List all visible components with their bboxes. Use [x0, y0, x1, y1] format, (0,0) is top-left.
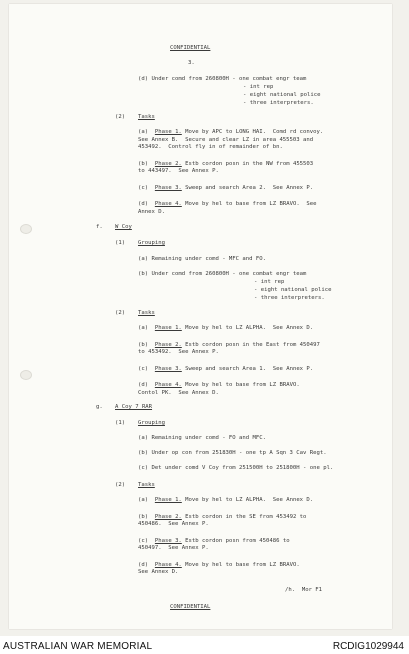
phase-label: Phase 4.: [154, 561, 182, 568]
under-comd-line: (d) Under comd from 260800H - one combat engr team: [138, 76, 307, 82]
grouping-item: (a) Remaining under comd - MFC and FO.: [138, 256, 266, 262]
section-number: (1): [115, 420, 126, 426]
archive-footer: [0, 636, 409, 654]
phase-text: Estb cordon posn in the NW from 455503: [181, 160, 314, 167]
section-heading: Grouping: [138, 420, 165, 426]
phase-text: Estb cordon posn in the East from 450497: [181, 341, 320, 348]
phase-text: Move by hel to base from LZ BRAVO. See: [181, 201, 317, 207]
section-number: (2): [115, 310, 126, 316]
item-prefix: (a): [138, 325, 149, 331]
item-prefix: (c): [138, 537, 149, 544]
attachment-item: - eight national police: [254, 287, 332, 293]
task-continuation: to 443497. See Annex P.: [138, 168, 219, 174]
phase-text: Move by hel to base from LZ BRAVO.: [181, 382, 300, 388]
task-item: [138, 538, 290, 545]
section-number: (2): [115, 114, 126, 120]
section-heading: Tasks: [138, 482, 155, 488]
phase-label: Phase 3.: [154, 537, 182, 544]
archive-record-id: RCDIG1029944: [332, 641, 404, 652]
item-prefix: (c): [138, 365, 149, 372]
task-item: [138, 562, 300, 569]
item-prefix: (b): [138, 341, 149, 348]
grouping-item: (b) Under op con from 251830H - one tp A Sqn 3 Cav Regt.: [138, 450, 327, 456]
task-continuation: 453492. Control fly in of remainder of bn.: [138, 144, 283, 150]
attachment-item: - int rep: [254, 279, 285, 285]
grouping-item: (b) Under comd from 260800H - one combat engr team: [138, 271, 307, 277]
task-continuation: to 453492. See Annex P.: [138, 349, 219, 355]
phase-label: Phase 4.: [154, 382, 182, 388]
document-page: [9, 4, 392, 629]
phase-text: Move by hel to LZ ALPHA. See Annex D.: [181, 497, 314, 503]
para-title: A Coy 7 RAR: [115, 404, 153, 410]
para-letter: g.: [96, 404, 103, 410]
phase-label: Phase 2.: [154, 513, 182, 520]
phase-label: Phase 1.: [154, 497, 182, 503]
task-item: [138, 161, 313, 168]
task-item: [138, 382, 300, 389]
phase-label: Phase 2.: [154, 341, 182, 348]
task-item: [138, 497, 313, 504]
punch-hole-top: [20, 224, 32, 234]
classification-footer: CONFIDENTIAL: [170, 604, 211, 610]
attachment-item: - eight national police: [243, 92, 321, 98]
item-prefix: (d): [138, 561, 149, 568]
task-item: [138, 201, 317, 208]
task-item: [138, 366, 313, 373]
item-prefix: (b): [138, 160, 149, 167]
archive-name: AUSTRALIAN WAR MEMORIAL: [3, 641, 153, 652]
grouping-item: (a) Remaining under comd - FO and MFC.: [138, 435, 266, 441]
item-prefix: (d): [138, 201, 149, 207]
phase-label: Phase 4.: [154, 201, 182, 207]
punch-hole-bottom: [20, 370, 32, 380]
attachment-item: - three interpreters.: [254, 295, 325, 301]
attachment-item: - three interpreters.: [243, 100, 314, 106]
section-heading: Tasks: [138, 114, 155, 120]
author-initials: /h. Mor F1: [285, 587, 323, 593]
task-item: [138, 185, 313, 192]
task-continuation: 450486. See Annex P.: [138, 521, 209, 527]
phase-text: Estb cordon in the SE from 453492 to: [181, 513, 307, 520]
task-continuation: Annex D.: [138, 208, 165, 215]
task-item: [138, 325, 313, 332]
section-heading: Tasks: [138, 310, 155, 316]
phase-text: Estb cordon posn from 450486 to: [181, 537, 290, 544]
section-number: (2): [115, 482, 126, 488]
item-prefix: (b): [138, 513, 149, 520]
classification-header: CONFIDENTIAL: [170, 45, 211, 51]
task-continuation: 450497. See Annex P.: [138, 545, 209, 551]
item-prefix: (d): [138, 382, 149, 388]
section-heading: Grouping: [138, 240, 165, 246]
task-continuation: Contol PK. See Annex D.: [138, 389, 219, 396]
para-letter: f.: [96, 224, 103, 230]
grouping-item: (c) Det under comd V Coy from 251500H to 251800H - one pl.: [138, 465, 334, 471]
phase-text: Move by APC to LONG HAI. Comd rd convoy.: [181, 129, 324, 135]
phase-text: Move by hel to LZ ALPHA. See Annex D.: [181, 325, 314, 331]
item-prefix: (c): [138, 184, 149, 191]
item-prefix: (a): [138, 129, 149, 135]
phase-label: Phase 1.: [154, 325, 182, 331]
phase-text: Sweep and search Area 2. See Annex P.: [181, 184, 314, 191]
phase-label: Phase 2.: [154, 160, 182, 167]
task-continuation: See Annex D.: [138, 569, 179, 575]
phase-label: Phase 3.: [154, 365, 182, 372]
phase-label: Phase 3.: [154, 184, 182, 191]
item-prefix: (a): [138, 497, 149, 503]
attachment-item: - int rep: [243, 84, 274, 90]
page-number: 3.: [188, 60, 195, 66]
task-item: [138, 342, 320, 349]
task-item: [138, 514, 306, 521]
phase-text: Move by hel to base from LZ BRAVO.: [181, 561, 300, 568]
phase-label: Phase 1.: [154, 129, 182, 135]
para-title: W Coy: [115, 224, 132, 230]
phase-text: Sweep and search Area 1. See Annex P.: [181, 365, 314, 372]
section-number: (1): [115, 240, 126, 246]
task-item: [138, 129, 323, 136]
task-continuation: See Annex B. Secure and clear LZ in area 455503 and: [138, 136, 314, 143]
